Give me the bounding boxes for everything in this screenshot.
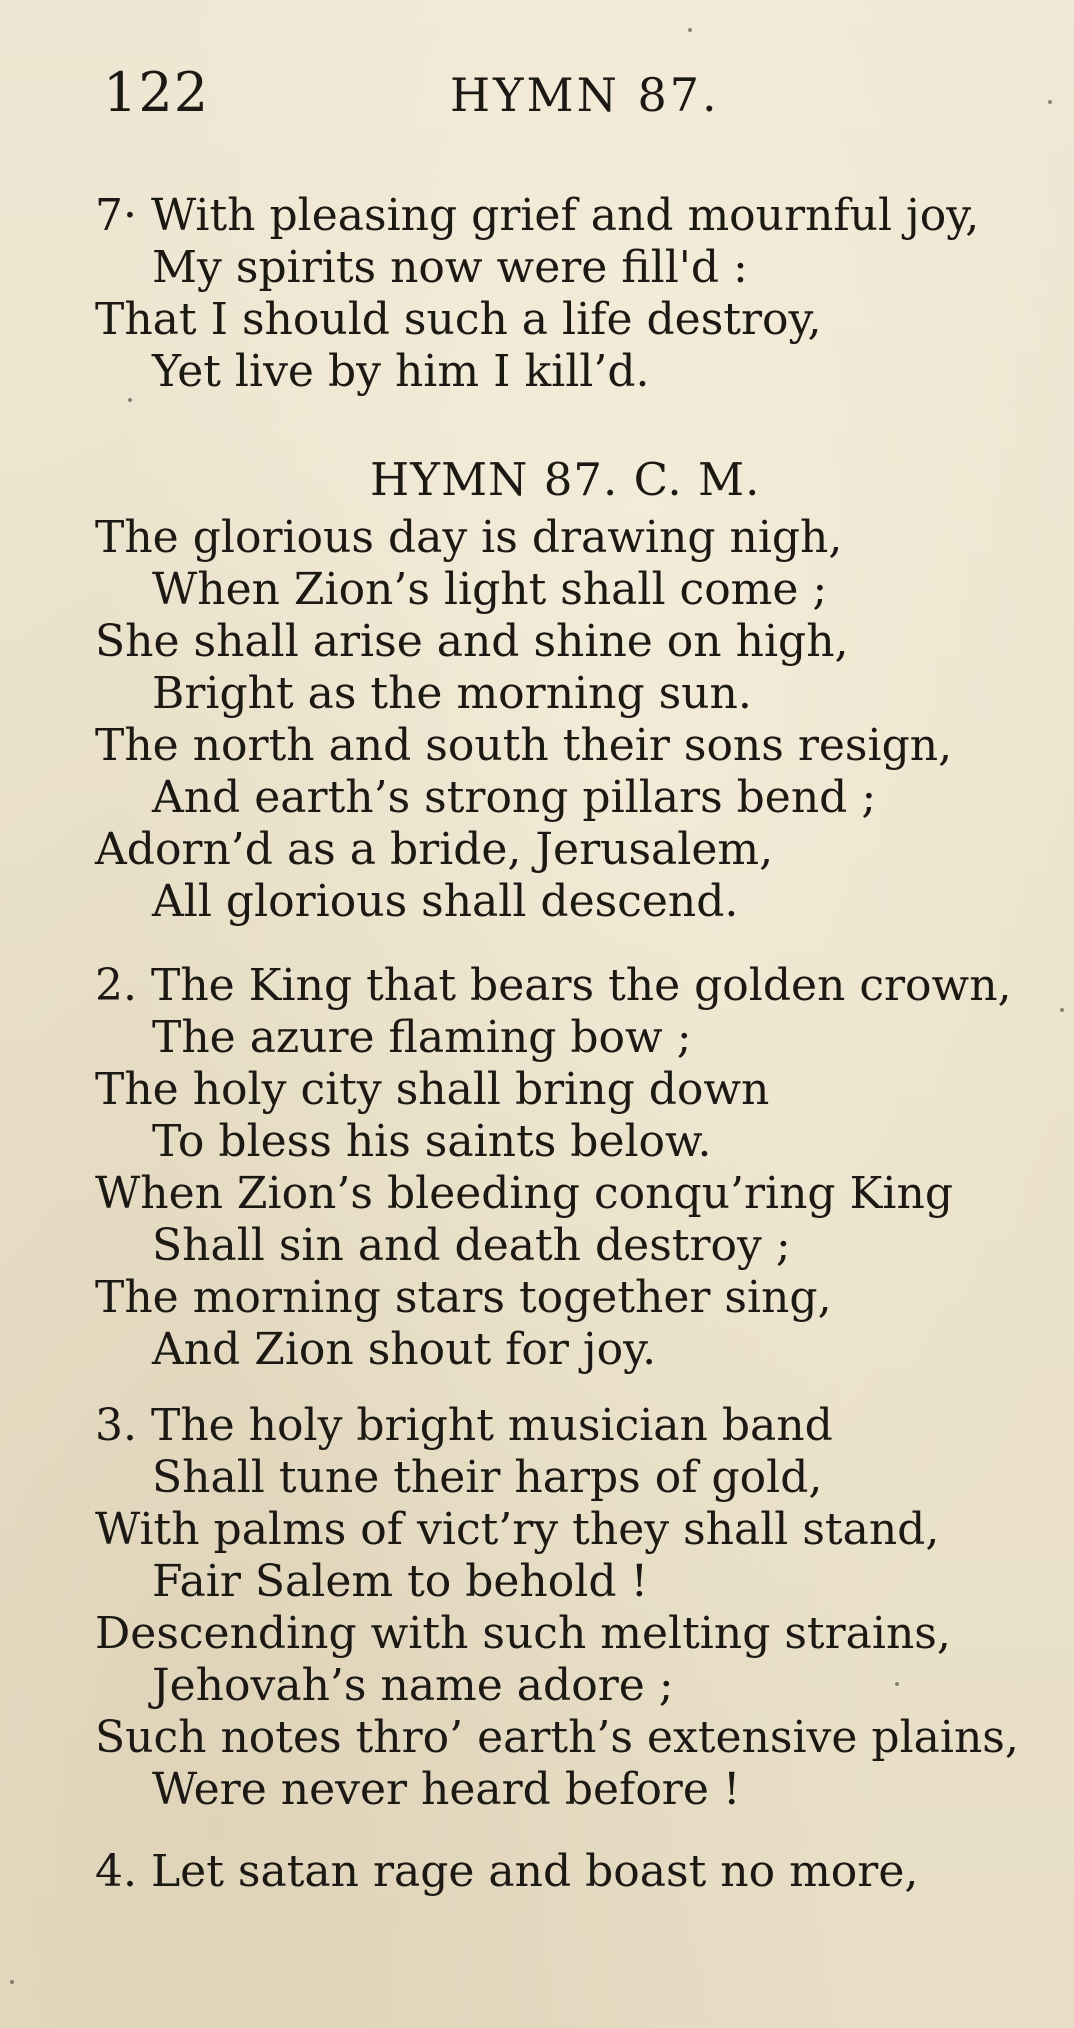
verse-line: The azure flaming bow ; [152, 1012, 692, 1063]
verse-line: Such notes thro’ earth’s extensive plains, [95, 1712, 1019, 1763]
paper-speck [1060, 1008, 1064, 1012]
verse-line: She shall arise and shine on high, [95, 616, 849, 667]
verse-line: The north and south their sons resign, [95, 720, 953, 771]
paper-speck [10, 1980, 14, 1984]
verse-line: Adorn’d as a bride, Jerusalem, [95, 824, 774, 875]
paper-speck [688, 28, 692, 32]
paper-speck [895, 1682, 899, 1686]
verse-line: The holy city shall bring down [95, 1064, 770, 1115]
verse-line: Descending with such melting strains, [95, 1608, 951, 1659]
verse-line: My spirits now were fill'd : [152, 242, 748, 293]
verse-line: And Zion shout for joy. [152, 1324, 657, 1375]
verse-line: The glorious day is drawing nigh, [95, 512, 843, 563]
verse-line: And earth’s strong pillars bend ; [152, 772, 877, 823]
verse-line: All glorious shall descend. [152, 876, 739, 927]
verse-line: With palms of vict’ry they shall stand, [95, 1504, 940, 1555]
verse-line: Bright as the morning sun. [152, 668, 752, 719]
verse-line: To bless his saints below. [152, 1116, 712, 1167]
verse-line: When Zion’s light shall come ; [152, 564, 828, 615]
running-title: HYMN 87. [450, 68, 720, 122]
paper-speck [1048, 100, 1052, 104]
verse-line: Yet live by him I kill’d. [152, 346, 650, 397]
hymn-title: HYMN 87. C. M. [370, 453, 761, 506]
verse-line: 2. The King that bears the golden crown, [95, 960, 1012, 1011]
verse-line: Jehovah’s name adore ; [152, 1660, 674, 1711]
verse-line: 3. The holy bright musician band [95, 1400, 833, 1451]
verse-line: That I should such a life destroy, [95, 294, 822, 345]
verse-line: Shall sin and death destroy ; [152, 1220, 791, 1271]
verse-line: Shall tune their harps of gold, [152, 1452, 823, 1503]
verse-line: 7· With pleasing grief and mournful joy, [95, 190, 980, 241]
verse-line: The morning stars together sing, [95, 1272, 832, 1323]
verse-line: When Zion’s bleeding conqu’ring King [95, 1168, 953, 1219]
verse-line: 4. Let satan rage and boast no more, [95, 1846, 919, 1897]
paper-speck [128, 398, 132, 402]
verse-line: Fair Salem to behold ! [152, 1556, 649, 1607]
verse-line: Were never heard before ! [152, 1764, 741, 1815]
page-number: 122 [103, 61, 210, 124]
